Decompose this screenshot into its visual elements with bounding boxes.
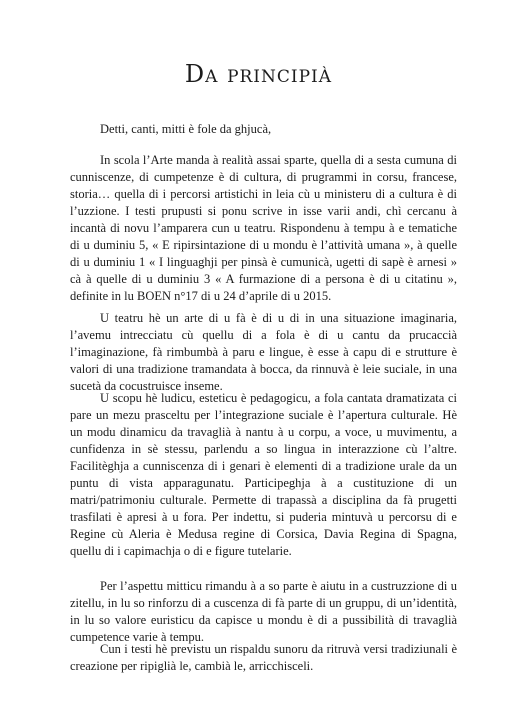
paragraph-1: In scola l’Arte manda à realità assai sparte, quella di a sesta cumuna di cunniscenze, di cumpetenze è di cultura, di prugrammi in corsu, francese, storia… quella di i percorsi artistichi in leia cù u ministeru di a cultura è di l’uzzione. I testi prupusti si ponu scrive in isse varii andi, chì cercanu à incantà di novu l’amparera cun u teatru. Rispondenu à tempu à e tematiche di u duminiu 5, « E ripirsintazione di u mondu è l’attività umana », à quelle di u duminiu 1 « I linguaghji per pinsà è cumunicà, ugetti di sapè è arnesi » cà à quelle di u duminiu 3 « A furmazione di a persona è di u citatinu », definite in lu BOEN n°17 di u 24 d’aprile di u 2015. (70, 153, 457, 303)
paragraph-3: U scopu hè ludicu, esteticu è pedagogicu, a fola cantata dramatizata ci pare un mezu prasceltu per l’integrazione suciale è l’apertura culturale. Hè un modu dinamicu da travaglià à nantu à u corpu, a voce, u muvimentu, a cunfidenza in sè stessu, parlendu a so lingua in interazzione cù l’altre. Facilitèghja a cunniscenza di i genari è elementi di a tradizione urale da un puntu di vista apparagunatu. Participeghja à a custituzione di un matri/patrimoniu culturale. Permette di trapassà a disciplina da fà prugetti trasfilati è apresi à u fora. Per indettu, si puderia mintuvà u percorsu di e Regine cù Aleria è Medusa regine di Corsica, Davia Regina di Spagna, quellu di i capimachja o di e figure tutelarie. (70, 391, 457, 558)
page-title: Da principià (184, 60, 333, 88)
greeting-line: Detti, canti, mitti è fole da ghjucà, (100, 122, 272, 136)
paragraph-5: Cun i testi hè previstu un rispaldu sunoru da ritruvà versi tradiziunali è creazione per ripiglià le, cambià le, arricchisceli. (70, 642, 457, 673)
paragraph-2: U teatru hè un arte di u fà è di u di in una situazione imaginaria, l’avemu intrecciatu cù quellu di a fola è di u cantu da prucaccià l’imaginazione, fà rimbumbà à paru e lingue, è esse à capu di e strutture è valori di una tradizione tramandata à bocca, da rinnuvà è leie suciale, in una sucetà da cocustruisce inseme. (70, 311, 457, 393)
paragraph-4: Per l’aspettu mitticu rimandu à a so parte è aiutu in a custruzzione di u zitellu, in lu so rinforzu di a cuscenza di fà parte di un gruppu, di un’identità, in lu so valore euristicu da capisce u mondu è di a pussibilità di travaglià cumpetence varie à tempu. (70, 579, 457, 644)
